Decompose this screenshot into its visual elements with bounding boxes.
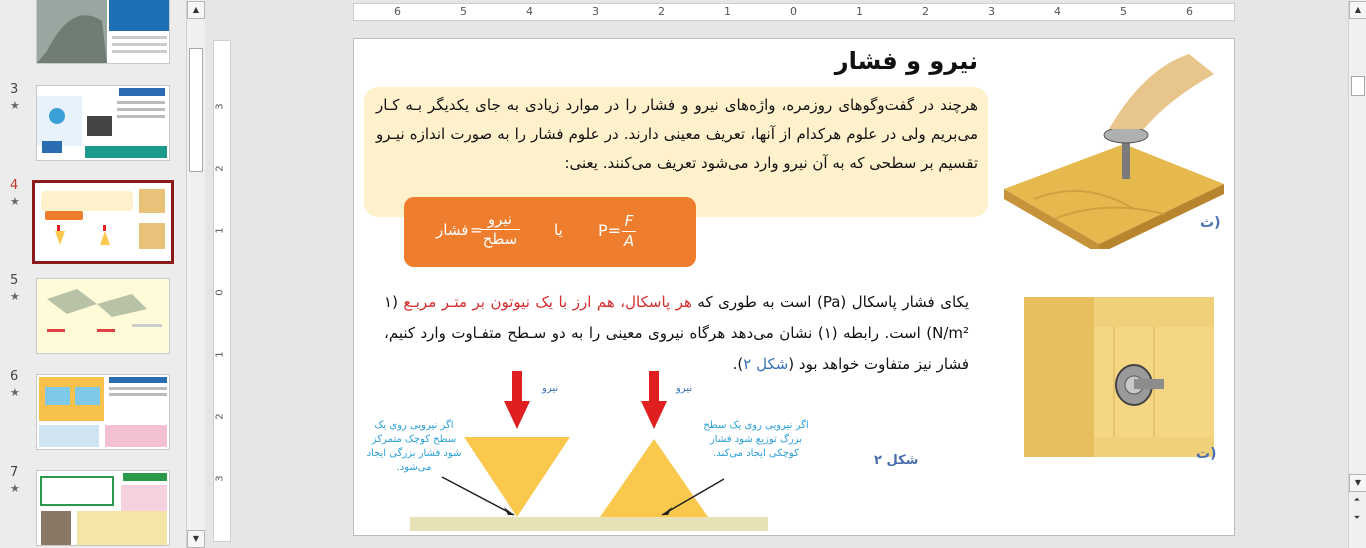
force-label-left: نیرو bbox=[542, 383, 559, 394]
vruler-label: 2 bbox=[214, 413, 226, 420]
formula-lhs: فشار bbox=[436, 221, 469, 239]
hruler-label: 6 bbox=[1186, 5, 1193, 18]
hruler-label: 1 bbox=[724, 5, 731, 18]
thumb-star-4: ★ bbox=[10, 195, 20, 208]
formula-fraction bbox=[480, 210, 520, 248]
photo-thumbtack-wood[interactable] bbox=[994, 49, 1234, 249]
scroll-down-button[interactable]: ▼ bbox=[187, 530, 205, 548]
hruler-label: 5 bbox=[1120, 5, 1127, 18]
vruler-label: 3 bbox=[214, 103, 226, 110]
hruler-label: 6 bbox=[394, 5, 401, 18]
scroll-down-button[interactable]: ▼ bbox=[1349, 474, 1366, 492]
scroll-thumb[interactable] bbox=[1351, 76, 1365, 96]
slide-canvas[interactable] bbox=[353, 38, 1235, 536]
thumb-star-7: ★ bbox=[10, 482, 20, 495]
formula-equals: = bbox=[470, 221, 483, 239]
vertical-ruler bbox=[213, 40, 231, 542]
slide-thumbnail-2[interactable] bbox=[36, 0, 170, 64]
body-figure-ref: شکل ۲ bbox=[743, 355, 789, 373]
formula-p: P= bbox=[598, 221, 622, 240]
formula-f: F bbox=[624, 212, 634, 230]
slide-thumbnail-7[interactable] bbox=[36, 470, 170, 546]
thumb-star-6: ★ bbox=[10, 386, 20, 399]
force-arrowhead-left bbox=[504, 401, 530, 429]
hruler-label: 1 bbox=[856, 5, 863, 18]
force-arrow-left bbox=[512, 371, 522, 403]
body-paragraph[interactable] bbox=[384, 287, 969, 380]
formula-denominator: سطح bbox=[482, 230, 518, 248]
slide-scrollbar[interactable] bbox=[1348, 0, 1366, 548]
next-slide-icon[interactable]: ⏷ bbox=[1353, 513, 1361, 522]
hruler-label: 5 bbox=[460, 5, 467, 18]
body-highlight: هر پاسکال، هم ارز با یک نیوتون بر متـر مربـع bbox=[403, 293, 692, 311]
force-label-right: نیرو bbox=[676, 383, 693, 394]
inverted-triangle bbox=[464, 437, 570, 517]
thumb-number-5: 5 bbox=[10, 273, 19, 288]
horizontal-ruler bbox=[353, 3, 1235, 21]
vruler-label: 2 bbox=[214, 165, 226, 172]
slide-thumbnail-6[interactable] bbox=[36, 374, 170, 450]
formula-numerator: نیرو bbox=[487, 210, 513, 228]
scroll-thumb[interactable] bbox=[189, 48, 203, 172]
upright-triangle bbox=[600, 439, 708, 517]
body-part2: (۱ N/m²) است. رابطه (۱) نشان می‌دهد هرگاه نیروی معینی را به دو سـطح متفـاوت وارد کنیم، فشار نیز متفاوت خواهد بود ( bbox=[384, 293, 969, 373]
force-arrow-right bbox=[649, 371, 659, 403]
vruler-label: 1 bbox=[214, 351, 226, 358]
thumb-number-7: 7 bbox=[10, 465, 19, 480]
thumb-star-5: ★ bbox=[10, 290, 20, 303]
thumb-number-3: 3 bbox=[10, 82, 19, 97]
thumb-number-6: 6 bbox=[10, 369, 19, 384]
hruler-label: 4 bbox=[1054, 5, 1061, 18]
intro-paragraph[interactable]: هرچند در گفت‌وگوهای روزمره، واژه‌های نیرو و فشار را در موارد زیادی به جای یکدیگر بـه کـار می‌بریم ولی در علوم هرکدام از آنها، تعریف معینی دارند. در علوم فشار را به صورت اندازه نیـرو تقسیم بر سطحی که به آن نیرو وارد می‌شود تعریف می‌کنند. یعنی: bbox=[376, 96, 978, 172]
body-part3: ). bbox=[732, 355, 744, 373]
thumbnail-scrollbar[interactable] bbox=[186, 0, 205, 548]
hruler-label: 0 bbox=[790, 5, 797, 18]
slide-thumbnail-5[interactable] bbox=[36, 278, 170, 354]
vruler-label: 3 bbox=[214, 475, 226, 482]
slide-thumbnail-4-active[interactable] bbox=[32, 180, 174, 264]
slide-thumbnail-pane[interactable] bbox=[0, 0, 186, 548]
figure-2-label: شکل ۲ bbox=[874, 453, 919, 468]
thumb-number-4: 4 bbox=[10, 178, 19, 193]
scroll-up-button[interactable]: ▲ bbox=[1349, 1, 1366, 19]
note-large-surface: اگر نیرویی روی یک سطح بزرگ توزیع شود فشار کوچکی ایجاد می‌کند. bbox=[703, 420, 809, 459]
vruler-label: 0 bbox=[214, 289, 226, 296]
previous-slide-icon[interactable]: ⏶ bbox=[1353, 495, 1361, 504]
body-part1: یکای فشار پاسکال (Pa) است به طوری که bbox=[691, 293, 969, 311]
ground-surface bbox=[410, 517, 768, 531]
hruler-label: 3 bbox=[592, 5, 599, 18]
formula-fraction-fa bbox=[622, 212, 636, 250]
formula-a: A bbox=[623, 232, 635, 250]
hruler-label: 3 bbox=[988, 5, 995, 18]
slide-thumbnail-3[interactable] bbox=[36, 85, 170, 161]
formula-or: یا bbox=[554, 221, 563, 239]
hruler-label: 2 bbox=[922, 5, 929, 18]
photo-label-bottom: ت) bbox=[1196, 446, 1217, 462]
pressure-formula-box[interactable] bbox=[404, 197, 696, 267]
note-small-surface: اگر نیرویی روی یک سطح کوچک متمرکز شود فشار بزرگی ایجاد می‌شود. bbox=[366, 420, 462, 473]
hruler-label: 2 bbox=[658, 5, 665, 18]
photo-bolt-wood[interactable] bbox=[1014, 287, 1224, 467]
force-arrowhead-right bbox=[641, 401, 667, 429]
photo-label-top: ث) bbox=[1200, 215, 1221, 231]
vruler-label: 1 bbox=[214, 227, 226, 234]
slide-title[interactable]: نیرو و فشار bbox=[834, 47, 978, 75]
thumb-star-3: ★ bbox=[10, 99, 20, 112]
scroll-up-button[interactable]: ▲ bbox=[187, 1, 205, 19]
hruler-label: 4 bbox=[526, 5, 533, 18]
